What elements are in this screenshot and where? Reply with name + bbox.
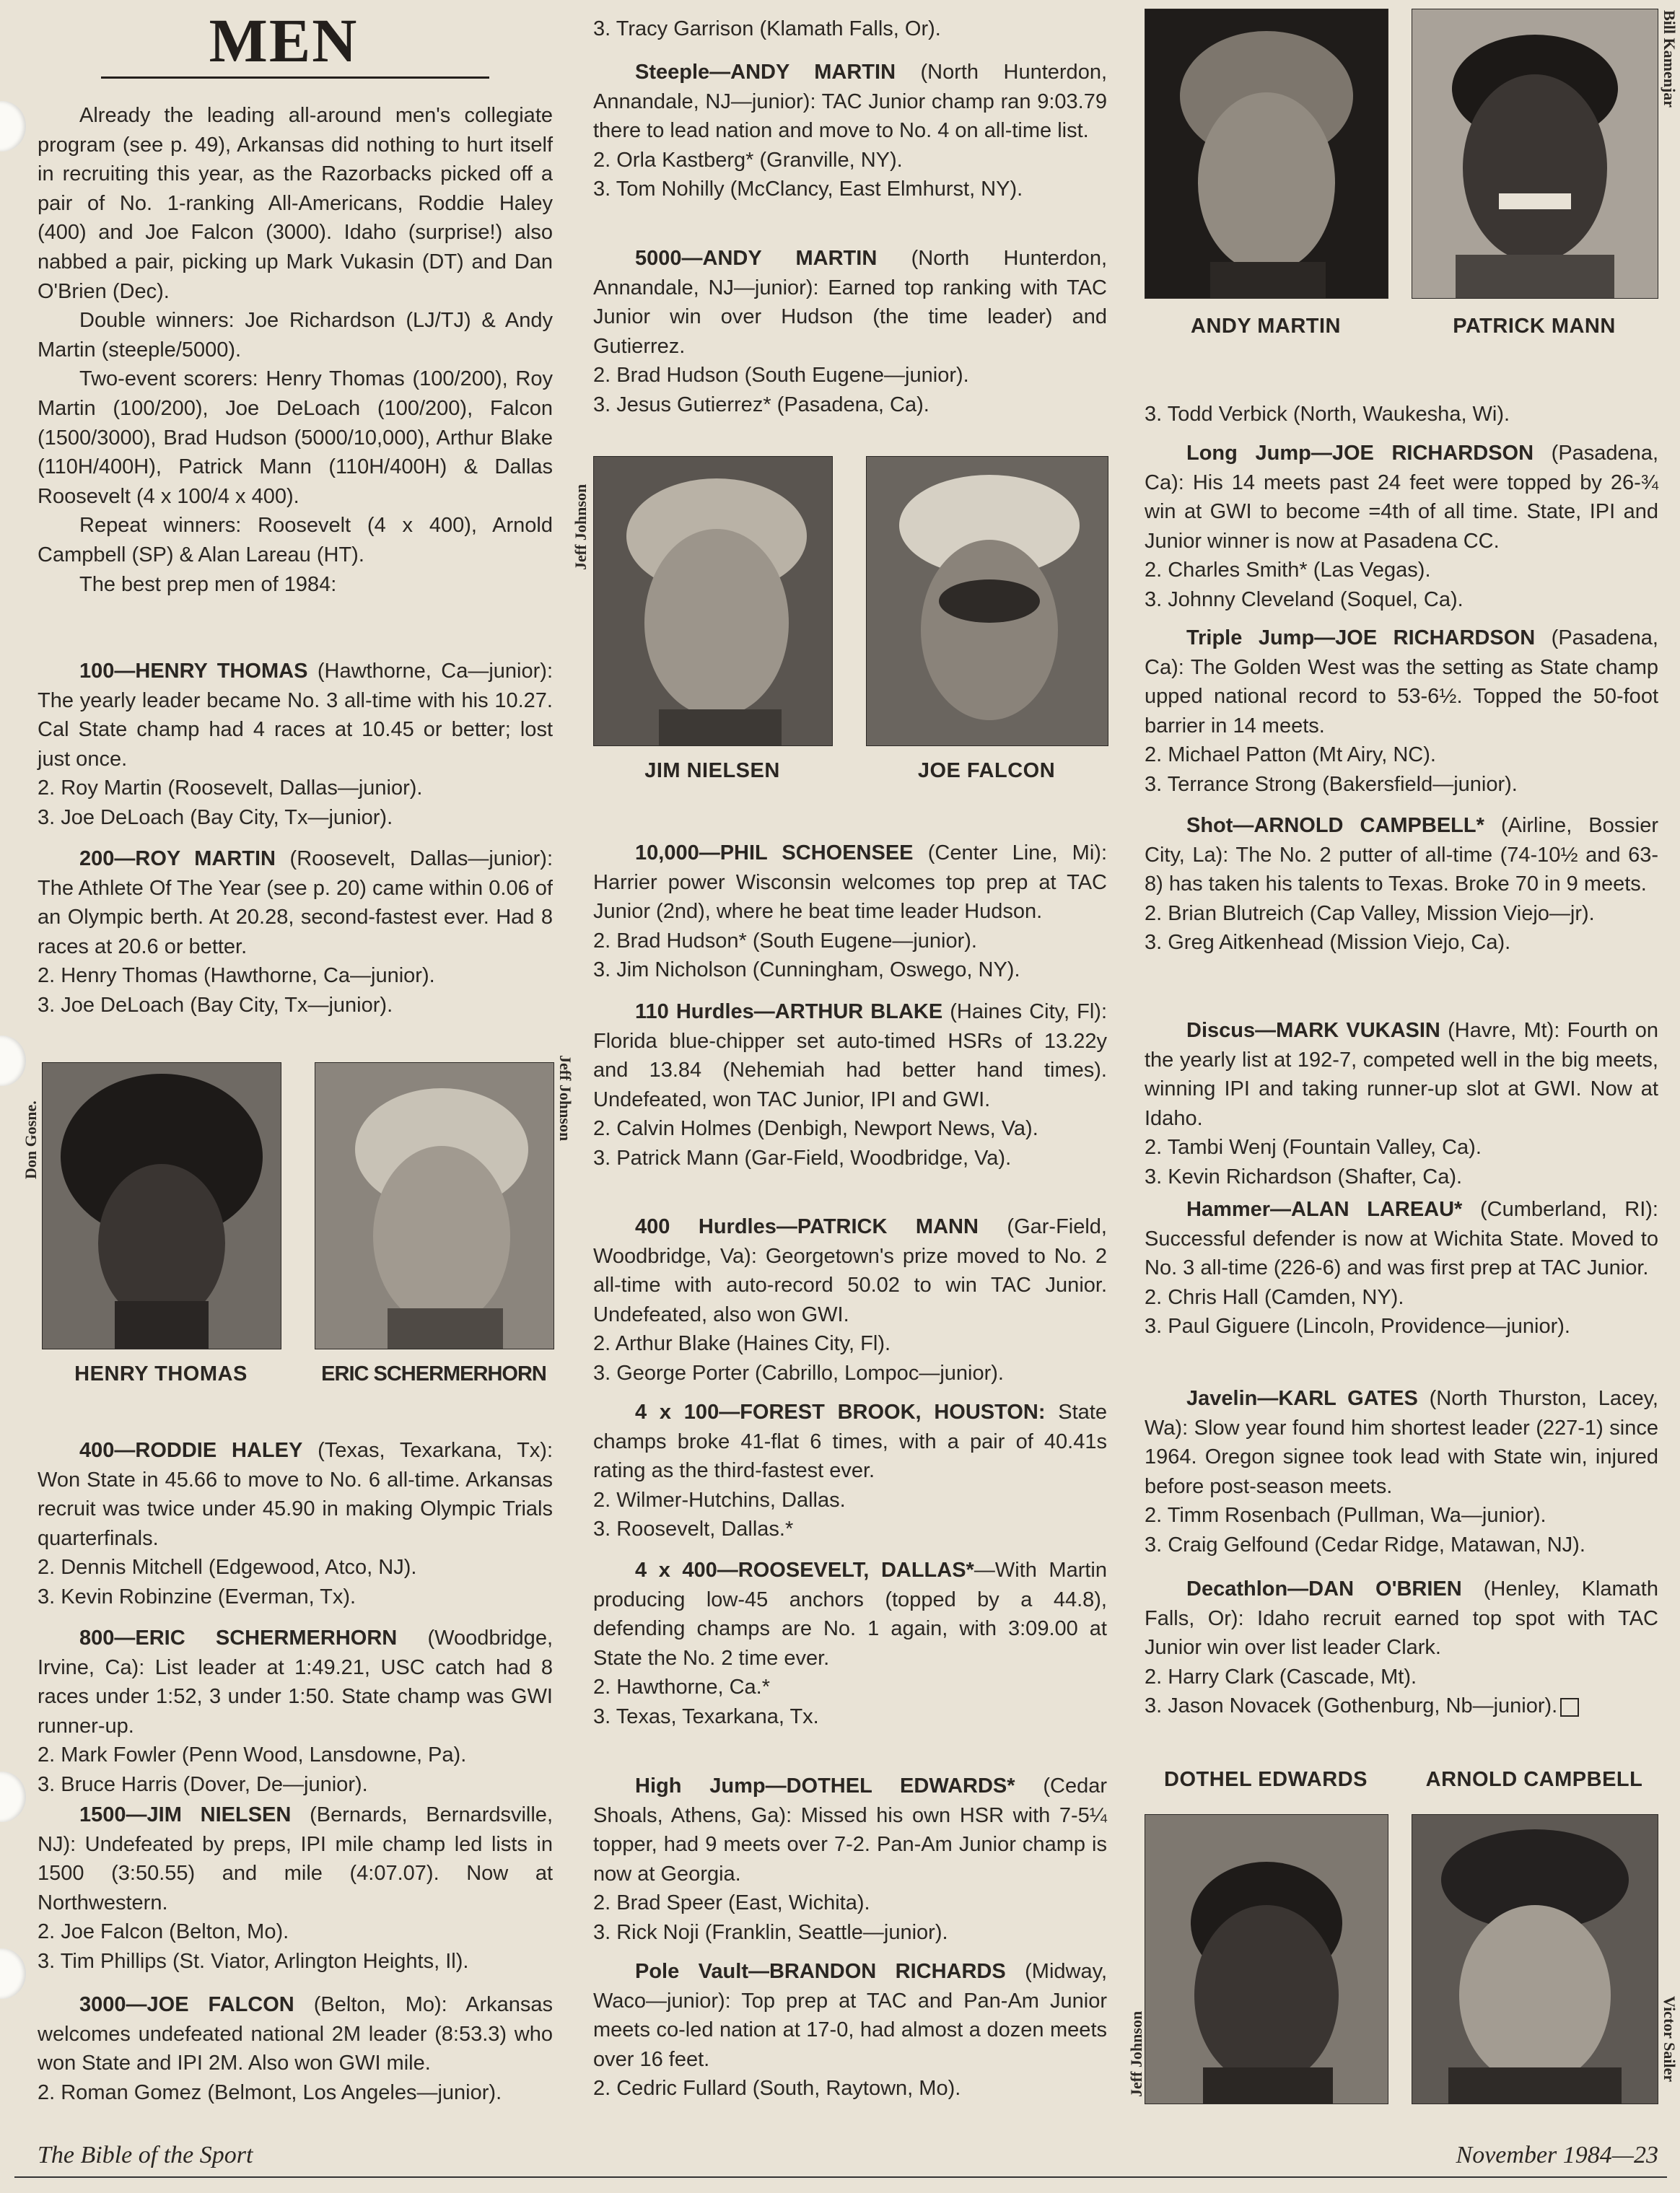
event-body: (Bernards, Bernardsville, NJ): Undefeated by preps, IPI mile champ led lists in 1500 (3:50.55) and mile (4:07.07). Now at Northwestern.	[38, 1803, 553, 1914]
portrait-image	[1412, 9, 1658, 298]
event-heading: Pole Vault—BRANDON RICHARDS	[635, 1960, 1006, 1983]
event-place: 2. Henry Thomas (Hawthorne, Ca—junior).	[38, 964, 435, 988]
event-heading: Javelin—KARL GATES	[1186, 1387, 1418, 1410]
event-body: (Pasadena, Ca): His 14 meets past 24 feet were topped by 26-¾ win at GWI to become =4th of all time. State, IPI and Junior winner is now at Pasadena CC.	[1145, 442, 1658, 553]
event-place: 3. Tom Nohilly (McClancy, East Elmhurst, NY).	[593, 178, 1023, 201]
event-place: 3. Tracy Garrison (Klamath Falls, Or).	[593, 17, 941, 40]
photo-credit: Jeff Johnson	[556, 1055, 574, 1142]
portrait-image	[594, 457, 832, 745]
event-body: (Cumberland, RI): Successful defender is now at Wichita State. Moved to No. 3 all-time (226-6) and was first prep at TAC Junior.	[1145, 1198, 1658, 1280]
event-place: 2. Arthur Blake (Haines City, Fl).	[593, 1332, 891, 1356]
event-body: (North Hunterdon, Annandale, NJ—junior): Earned top ranking with TAC Junior win over Hudson (the time leader) and Gutierrez.	[593, 247, 1107, 358]
intro-paragraph: Double winners: Joe Richardson (LJ/TJ) & Andy Martin (steeple/5000).	[38, 309, 553, 362]
portrait-image	[315, 1063, 554, 1349]
event-4x400	[593, 1556, 1107, 1732]
photo-caption: ARNOLD CAMPBELL	[1425, 1768, 1643, 1791]
event-place: 2. Timm Rosenbach (Pullman, Wa—junior).	[1145, 1504, 1546, 1528]
event-place: 3. Johnny Cleveland (Soquel, Ca).	[1145, 587, 1464, 611]
event-1500	[38, 1800, 553, 1977]
event-body: (Midway, Waco—junior): Top prep at TAC and Pan-Am Junior meets co-led nation at 17-0, had almost a dozen meets over 16 feet.	[593, 1960, 1108, 2071]
portrait-image	[1412, 1815, 1658, 2104]
event-place: 3. Terrance Strong (Bakersfield—junior).	[1145, 772, 1518, 796]
portrait-image	[1145, 1815, 1388, 2104]
event-place: 2. Calvin Holmes (Denbigh, Newport News, Va).	[593, 1117, 1038, 1141]
event-body: —With Martin producing low-45 anchors (topped by a 44.8), defending champs are No. 1 again, with 3:09.00 at State the No. 2 time ever.	[593, 1559, 1107, 1670]
event-heading: 400 Hurdles—PATRICK MANN	[635, 1215, 979, 1238]
photo-caption: DOTHEL EDWARDS	[1164, 1768, 1368, 1791]
event-place: 3. Craig Gelfound (Cedar Ridge, Matawan, NJ).	[1145, 1533, 1585, 1557]
footer-rule	[14, 2176, 1667, 2178]
event-place: 3. Jesus Gutierrez* (Pasadena, Ca).	[593, 393, 929, 416]
event-heading: Long Jump—JOE RICHARDSON	[1186, 442, 1534, 465]
event-place: 2. Hawthorne, Ca.*	[593, 1676, 771, 1699]
event-place: 3. Joe DeLoach (Bay City, Tx—junior).	[38, 993, 393, 1017]
intro-block	[38, 101, 553, 599]
event-discus	[1145, 1016, 1658, 1192]
event-body: (Henley, Klamath Falls, Or): Idaho recruit earned top spot with TAC Junior win over list leader Clark.	[1145, 1577, 1658, 1660]
event-heading: 4 x 400—ROOSEVELT, DALLAS*	[635, 1559, 974, 1582]
event-400	[38, 1436, 553, 1612]
event-place: 2. Brad Hudson* (South Eugene—junior).	[593, 929, 977, 953]
event-place: 2. Orla Kastberg* (Granville, NY).	[593, 148, 903, 172]
event-place: 2. Roman Gomez (Belmont, Los Angeles—junior).	[38, 2080, 502, 2104]
event-place: 2. Chris Hall (Camden, NY).	[1145, 1285, 1404, 1309]
photo-credit: Don Gosne.	[22, 1100, 40, 1179]
event-long-jump	[1145, 439, 1658, 615]
event-heading: Discus—MARK VUKASIN	[1186, 1019, 1440, 1042]
event-place: 2. Brian Blutreich (Cap Valley, Mission Viejo—jr).	[1145, 901, 1595, 925]
event-heading: Shot—ARNOLD CAMPBELL*	[1186, 814, 1484, 837]
event-3000	[38, 1990, 553, 2107]
event-place: 3. Texas, Texarkana, Tx.	[593, 1704, 819, 1728]
event-place: 2. Harry Clark (Cascade, Mt).	[1145, 1665, 1417, 1689]
event-place: 2. Brad Speer (East, Wichita).	[593, 1891, 870, 1915]
photo-patrick-mann	[1412, 9, 1658, 299]
event-place: 3. Greg Aitkenhead (Mission Viejo, Ca).	[1145, 931, 1511, 955]
title-rule	[101, 76, 489, 79]
intro-paragraph: Repeat winners: Roosevelt (4 x 400), Arnold Campbell (SP) & Alan Lareau (HT).	[38, 514, 553, 566]
event-place: 3. Patrick Mann (Gar-Field, Woodbridge, Va).	[593, 1146, 1012, 1170]
event-body: (Haines City, Fl): Florida blue-chipper set auto-timed HSRs of 13.22y and 13.84 (Nehemiah had better hand times). Undefeated, won TAC Junior, IPI and GWI.	[593, 1000, 1107, 1111]
photo-dothel-edwards	[1145, 1814, 1388, 2104]
event-body: (Airline, Bossier City, La): The No. 2 putter of all-time (74-10½ and 63-8) has taken his talents to Texas. Broke 70 in 9 meets.	[1145, 814, 1658, 896]
event-5000	[593, 244, 1107, 420]
event-place: 3. Todd Verbick (North, Waukesha, Wi).	[1145, 403, 1510, 426]
event-place: 3. Bruce Harris (Dover, De—junior).	[38, 1772, 368, 1796]
event-body: (Hawthorne, Ca—junior): The yearly leader became No. 3 all-time with his 10.27. Cal State champ had 4 races at 10.45 or better; lost just once.	[38, 660, 553, 771]
event-body: (Roosevelt, Dallas—junior): The Athlete Of The Year (see p. 20) came within 0.06 of an Olympic berth. At 20.28, second-fastest ever. Had 8 races at 20.6 or better.	[38, 847, 553, 958]
event-heading: 110 Hurdles—ARTHUR BLAKE	[635, 1000, 943, 1023]
event-place: 3. Paul Giguere (Lincoln, Providence—junior).	[1145, 1315, 1570, 1339]
event-hammer	[1145, 1195, 1658, 1341]
footer-left: The Bible of the Sport	[38, 2142, 253, 2168]
portrait-image	[1145, 9, 1388, 298]
photo-joe-falcon	[866, 456, 1108, 746]
binder-hole	[0, 1772, 26, 1822]
photo-caption: HENRY THOMAS	[74, 1362, 248, 1386]
event-heading: 800—ERIC SCHERMERHORN	[79, 1627, 398, 1650]
event-place: 2. Charles Smith* (Las Vegas).	[1145, 559, 1431, 582]
event-place: 3. Kevin Richardson (Shafter, Ca).	[1145, 1165, 1463, 1189]
event-place: 2. Brad Hudson (South Eugene—junior).	[593, 364, 969, 388]
event-place: 3. Roosevelt, Dallas.*	[593, 1518, 794, 1541]
photo-arnold-campbell	[1412, 1814, 1658, 2104]
binder-hole	[0, 1948, 26, 1999]
event-body: (Center Line, Mi): Harrier power Wisconsin welcomes top prep at TAC Junior (2nd), where he beat time leader Hudson.	[593, 841, 1108, 924]
event-place: 2. Tambi Wenj (Fountain Valley, Ca).	[1145, 1136, 1482, 1160]
event-200	[38, 844, 553, 1020]
event-body: (Woodbridge, Irvine, Ca): List leader at 1:49.21, USC catch had 8 races under 1:52, 3 under 1:50. State champ was GWI runner-up.	[38, 1627, 554, 1738]
event-place: 3. George Porter (Cabrillo, Lompoc—junior).	[593, 1361, 1004, 1385]
event-place: 3. Jason Novacek (Gothenburg, Nb—junior).	[1145, 1694, 1558, 1718]
event-body: (Havre, Mt): Fourth on the yearly list at 192-7, competed well in the big meets, winning IPI and taking runner-up slot at GWI. Now at Idaho.	[1145, 1019, 1658, 1130]
photo-andy-martin	[1145, 9, 1388, 299]
event-heading: Decathlon—DAN O'BRIEN	[1186, 1577, 1462, 1601]
event-body: (Belton, Mo): Arkansas welcomes undefeated national 2M leader (8:53.3) who won State and IPI 2M. Also won GWI mile.	[38, 1993, 553, 2075]
event-100	[38, 657, 553, 833]
event-heading: 1500—JIM NIELSEN	[79, 1803, 292, 1826]
event-body: (North Hunterdon, Annandale, NJ—junior): TAC Junior champ ran 9:03.79 there to lead nation and move to No. 4 on all-time list.	[593, 61, 1108, 143]
event-heading: 400—RODDIE HALEY	[79, 1439, 303, 1462]
event-place: 2. Dennis Mitchell (Edgewood, Atco, NJ).	[38, 1556, 417, 1580]
event-place: 3. Joe DeLoach (Bay City, Tx—junior).	[38, 805, 393, 829]
page-title: MEN	[209, 6, 359, 75]
intro-paragraph: The best prep men of 1984:	[79, 572, 337, 596]
event-place: 2. Roy Martin (Roosevelt, Dallas—junior).	[38, 776, 423, 800]
photo-caption: JIM NIELSEN	[644, 759, 780, 782]
binder-hole	[0, 101, 26, 152]
event-400-hurdles	[593, 1212, 1107, 1388]
event-high-jump	[593, 1772, 1107, 1948]
portrait-image	[867, 457, 1108, 745]
event-heading: 3000—JOE FALCON	[79, 1993, 294, 2016]
footer-right: November 1984—23	[1456, 2142, 1658, 2168]
event-heading: High Jump—DOTHEL EDWARDS*	[635, 1774, 1015, 1798]
portrait-image	[43, 1063, 281, 1349]
event-heading: 10,000—PHIL SCHOENSEE	[635, 841, 914, 864]
photo-caption: JOE FALCON	[917, 759, 1056, 782]
photo-jim-nielsen	[593, 456, 833, 746]
event-decathlon	[1145, 1575, 1658, 1721]
photo-credit: Victor Sailer	[1661, 1996, 1679, 2083]
photo-caption: ERIC SCHERMERHORN	[321, 1362, 546, 1386]
event-place: 3. Jim Nicholson (Cunningham, Oswego, NY).	[593, 958, 1020, 982]
event-body: (Cedar Shoals, Athens, Ga): Missed his own HSR with 7-5¼ topper, had 9 meets over 7-2. Pan-Am Junior champ is now at Georgia.	[593, 1774, 1107, 1886]
photo-credit: Jeff Johnson	[1127, 2010, 1145, 2097]
event-triple-jump	[1145, 623, 1658, 800]
event-pole-vault	[593, 1957, 1107, 2104]
event-place: 3. Tim Phillips (St. Viator, Arlington Heights, Il).	[38, 1949, 469, 1973]
col3-top	[1145, 400, 1658, 429]
photo-henry-thomas	[42, 1062, 281, 1349]
event-body: (Gar-Field, Woodbridge, Va): Georgetown's prize moved to No. 2 all-time with auto-record 50.02 to win TAC Junior. Undefeated, also won GWI.	[593, 1215, 1107, 1326]
event-place: 2. Mark Fowler (Penn Wood, Lansdowne, Pa).	[38, 1743, 467, 1767]
event-place: 2. Cedric Fullard (South, Raytown, Mo).	[593, 2077, 961, 2101]
event-heading: Steeple—ANDY MARTIN	[635, 61, 896, 84]
intro-paragraph: Two-event scorers: Henry Thomas (100/200), Roy Martin (100/200), Joe DeLoach (100/200), Falcon (1500/3000), Brad Hudson (5000/10,000), Arthur Blake (110H/400H), Patrick Mann (110H/400H) & Dallas Roosevelt (4 x 100/4 x 400).	[38, 367, 553, 508]
event-heading: 100—HENRY THOMAS	[79, 660, 308, 683]
event-body: (Pasadena, Ca): The Golden West was the setting as State champ upped national record to 53-6½. Topped the 50-foot barrier in 14 meets.	[1145, 626, 1658, 737]
event-110-hurdles	[593, 997, 1107, 1173]
event-heading: 5000—ANDY MARTIN	[635, 247, 878, 270]
event-javelin	[1145, 1384, 1658, 1560]
photo-eric-schermerhorn	[315, 1062, 554, 1349]
event-shot	[1145, 811, 1658, 958]
event-800	[38, 1624, 553, 1800]
event-place: 2. Wilmer-Hutchins, Dallas.	[593, 1488, 846, 1512]
photo-credit: Jeff Johnson	[572, 483, 590, 570]
col2-top	[593, 14, 1107, 44]
event-place: 3. Rick Noji (Franklin, Seattle—junior).	[593, 1920, 948, 1944]
event-heading: Triple Jump—JOE RICHARDSON	[1186, 626, 1536, 649]
photo-caption: ANDY MARTIN	[1191, 315, 1341, 338]
event-body: State champs broke 41-flat 6 times, with a pair of 40.41s rating as the third-fastest ever.	[593, 1401, 1107, 1483]
event-place: 2. Michael Patton (Mt Airy, NC).	[1145, 743, 1436, 767]
event-steeple	[593, 58, 1107, 204]
binder-hole	[0, 1036, 26, 1086]
photo-credit: Bill Kamenjar	[1661, 10, 1679, 108]
event-heading: 200—ROY MARTIN	[79, 847, 276, 870]
event-heading: Hammer—ALAN LAREAU*	[1186, 1198, 1463, 1221]
end-mark-icon	[1560, 1698, 1579, 1717]
intro-paragraph: Already the leading all-around men's collegiate program (see p. 49), Arkansas did nothing to hurt itself in recruiting this year, as the Razorbacks picked off a pair of No. 1-ranking All-Americans, Roddie Haley (400) and Joe Falcon (3000). Idaho (surprise!) also nabbed a pair, picking up Mark Vukasin (DT) and Dan O'Brien (Dec).	[38, 104, 553, 303]
event-10000	[593, 839, 1107, 985]
event-place: 2. Joe Falcon (Belton, Mo).	[38, 1920, 289, 1944]
event-body: (Texas, Texarkana, Tx): Won State in 45.66 to move to No. 6 all-time. Arkansas recruit was twice under 45.90 in making Olympic Trials quarterfinals.	[38, 1439, 553, 1550]
photo-caption: PATRICK MANN	[1453, 315, 1616, 338]
event-4x100	[593, 1398, 1107, 1544]
event-heading: 4 x 100—FOREST BROOK, HOUSTON:	[635, 1401, 1046, 1424]
event-body: (North Thurston, Lacey, Wa): Slow year found him shortest leader (227-1) since 1964. Oregon signee took lead with State win, injured before post-season meets.	[1145, 1387, 1658, 1498]
event-place: 3. Kevin Robinzine (Everman, Tx).	[38, 1585, 356, 1608]
